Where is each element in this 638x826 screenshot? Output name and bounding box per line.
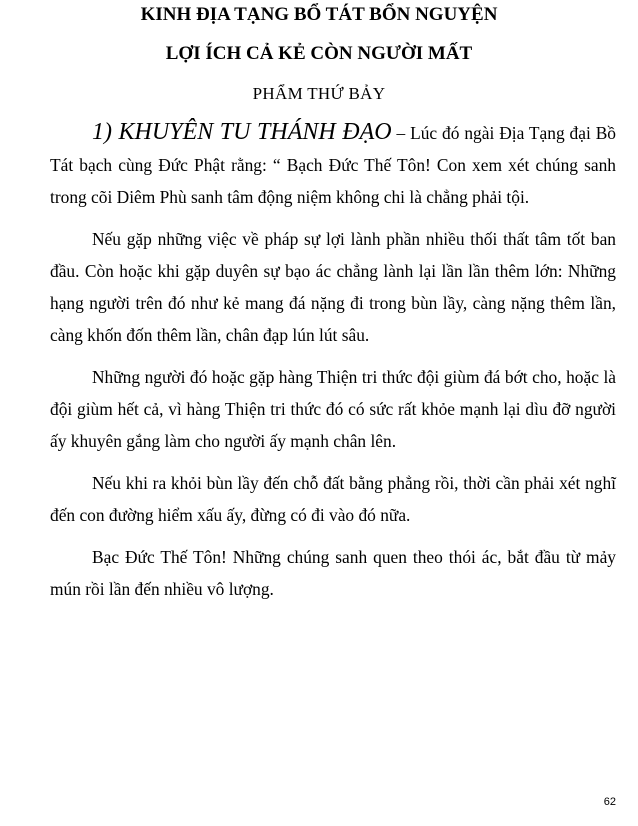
sutra-title-line-2: LỢI ÍCH CẢ KẺ CÒN NGƯỜI MẤT bbox=[165, 43, 473, 64]
paragraph: Nếu khi ra khỏi bùn lầy đến chỗ đất bằng phẳng rồi, thời cần phải xét nghĩ đến con đường hiểm xấu ấy, đừng có đi vào đó nữa. bbox=[50, 473, 616, 525]
section-intro-text: – Lúc đó ngài Địa Tạng đại Bồ Tát bạch cùng Đức Phật rằng: “ Bạch Đức Thế Tôn! Con xem xét chúng sanh trong cõi Diêm Phù sanh tâm động niệm không chi là chẳng phải tội. bbox=[50, 123, 616, 207]
sutra-title-line-1: KINH ĐỊA TẠNG BỔ TÁT BỔN NGUYỆN bbox=[140, 4, 498, 25]
chapter-title: PHẨM THỨ BẢY bbox=[252, 84, 386, 103]
section-title: 1) KHUYÊN TU THÁNH ĐẠO bbox=[92, 119, 392, 145]
body-text bbox=[50, 116, 616, 605]
paragraph: Những người đó hoặc gặp hàng Thiện tri thức đội giùm đá bớt cho, hoặc là đội giùm hết cả, vì hàng Thiện tri thức đó có sức rất khỏe mạnh lại dìu đỡ người ấy khuyên gắng làm cho người ấy mạnh chân lên. bbox=[50, 367, 616, 451]
page-number: 62 bbox=[603, 796, 616, 808]
section-paragraph bbox=[50, 116, 616, 213]
paragraph: Bạc Đức Thế Tôn! Những chúng sanh quen theo thói ác, bắt đầu từ mảy mún rồi lần đến nhiều vô lượng. bbox=[50, 547, 616, 599]
paragraph: Nếu gặp những việc về pháp sự lợi lành phần nhiều thối thất tâm tốt ban đầu. Còn hoặc khi gặp duyên sự bạo ác chẳng lành lại lần lần thêm lớn: Những hạng người trên đó như kẻ mang đá nặng đi trong bùn lầy, càng nặng thêm lần, càng khốn đốn thêm lần, chân đạp lún lút sâu. bbox=[50, 229, 616, 345]
